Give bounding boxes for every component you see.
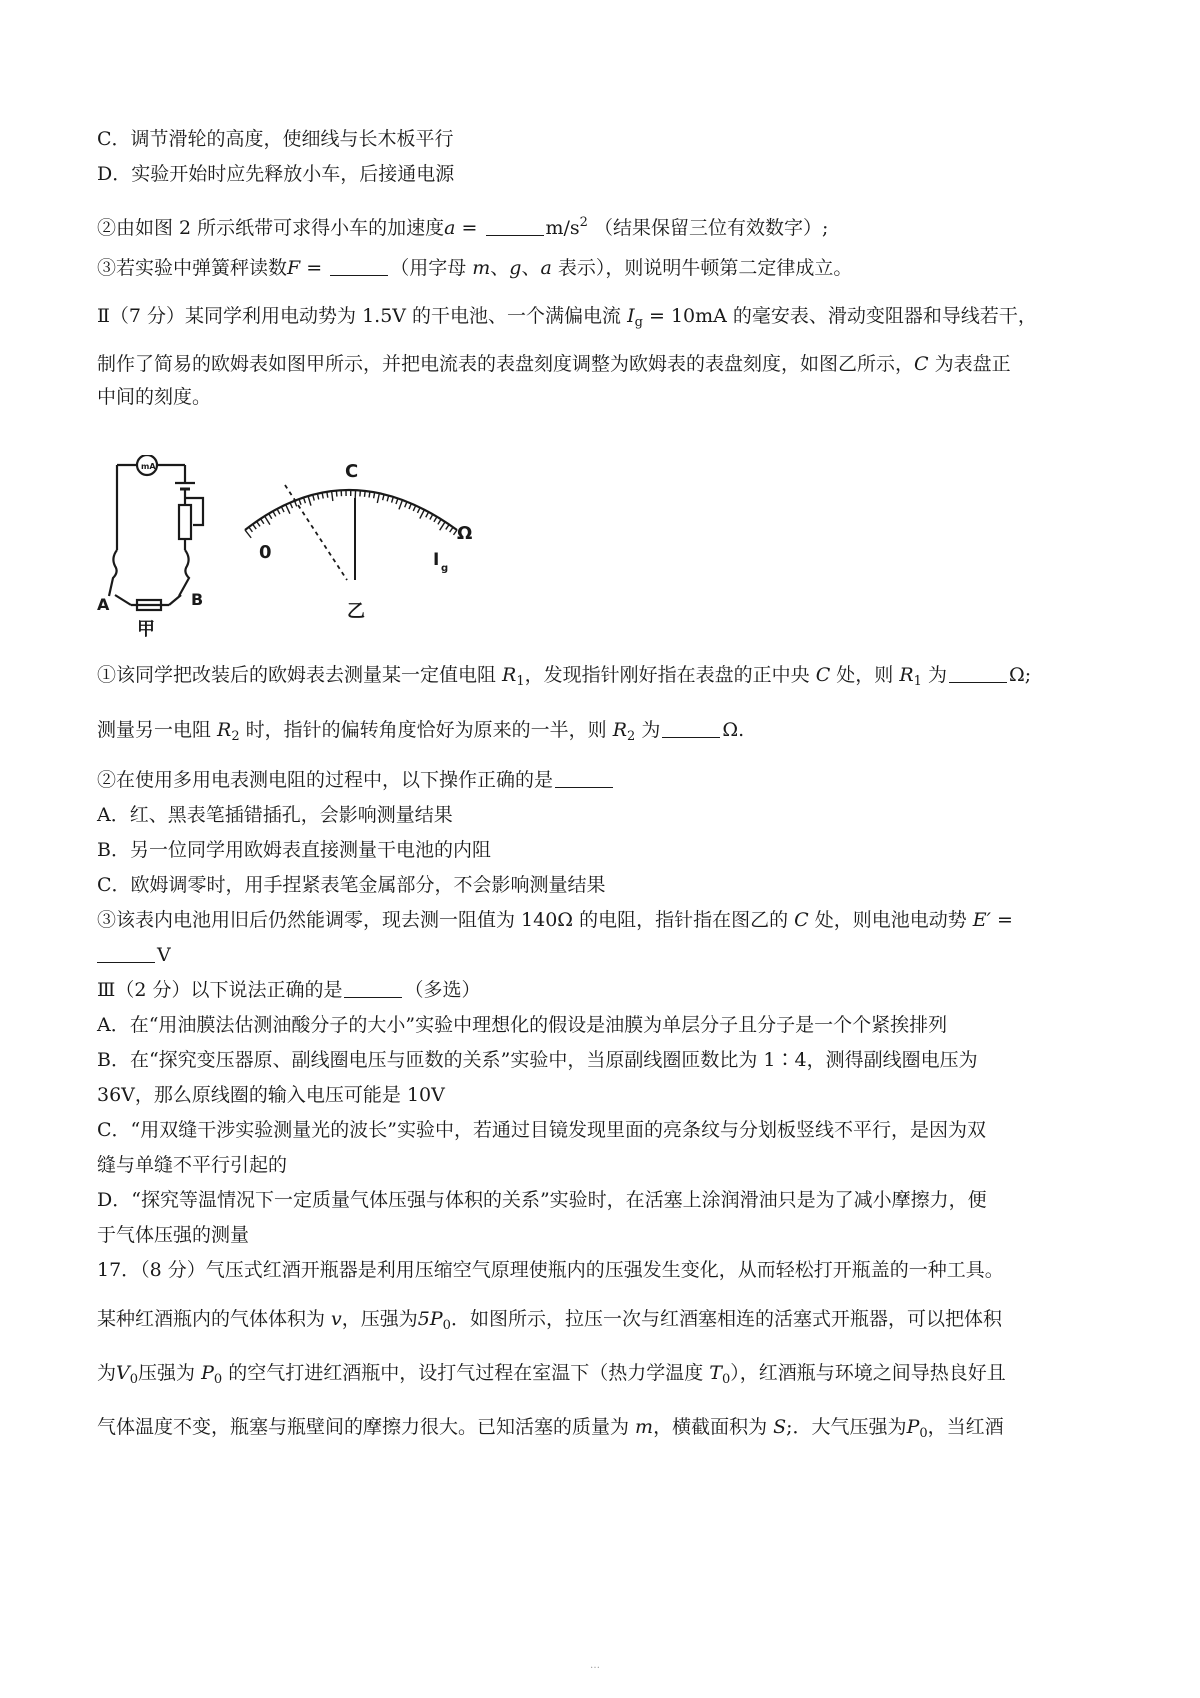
q17-line-2 [97,1307,1002,1338]
answer-blank[interactable] [330,257,388,276]
p0-sub: 0 [213,1372,223,1387]
q3-m: m [472,257,491,279]
q17-text-9: ，横截面积为 [653,1416,774,1438]
dial-tick [299,499,301,505]
dial-tick [281,507,284,512]
caption-jia: 甲 [137,619,155,640]
dial-tick [430,514,433,519]
question-r2 [97,718,744,749]
dial-tick [277,509,280,514]
dial-tick [290,503,292,509]
p0-var: P [906,1416,920,1438]
page-marker: … [590,1660,600,1671]
v0-var: V [116,1362,130,1384]
dial-tick [438,519,441,524]
option-c-line-2: 缝与单缝不平行引起的 [97,1154,288,1176]
q1-text: ①该同学把改装后的欧姆表去测量某一定值电阻 [97,664,503,686]
dial-tick [369,492,370,498]
answer-blank[interactable] [555,769,613,788]
q1-text-2: ，发现指针刚好指在表盘的正中央 [524,664,816,686]
dial-tick [308,496,311,506]
dial-tick [440,522,445,530]
dial-tick [450,527,453,532]
dial-tick [446,524,449,529]
q2-note: （结果保留三位有效数字）; [594,217,829,239]
dial-tick [336,491,337,497]
question-spring-reading [97,256,852,280]
caption-yi: 乙 [347,601,365,622]
dial-tick [269,514,272,519]
r2-sub: 2 [231,729,240,744]
r1-sub: 1 [516,674,525,689]
q17-text-8: 气体温度不变，瓶塞与瓶壁间的摩擦力很大。已知活塞的质量为 [97,1416,636,1438]
part-ii-intro-1 [97,304,1037,335]
scale-zero-label: 0 [259,542,272,563]
q1-text-5: 测量另一电阻 [97,719,218,741]
q17-line-3 [97,1361,1006,1392]
dial-tick [286,505,290,514]
scale-c-label: C [345,461,359,482]
option-d: D．实验开始时应先释放小车，后接通电源 [97,163,455,185]
intro-text-4: 为表盘正 [928,353,1011,375]
option-b: B．另一位同学用欧姆表直接测量干电池的内阻 [97,839,491,861]
q3-var: F [287,257,301,279]
q1-text-3: 处，则 [830,664,900,686]
q1-text-6: 时，指针的偏转角度恰好为原来的一半，则 [239,719,613,741]
r1-sub: 1 [913,674,922,689]
q2-unit-exp: 2 [579,215,588,230]
meter-dial [245,485,457,580]
part-ii-intro-3: 中间的刻度。 [97,386,212,408]
question-multimeter [97,768,615,792]
answer-blank[interactable] [486,217,544,236]
pressure-sub: 0 [442,1318,451,1333]
option-c-line-1: C．“用双缝干涉实验测量光的波长”实验中，若通过目镜发现里面的亮条纹与分划板竖线不平行，是因为双 [97,1119,986,1141]
probe-a [109,550,117,596]
q17-text-6: 的空气打进红酒瓶中，设打气过程在室温下（热力学温度 [222,1362,710,1384]
q3-text: ③若实验中弹簧秤读数 [97,257,288,279]
ig-sub: g [634,315,643,330]
answer-blank[interactable] [97,944,155,963]
q2-unit: m/s [545,217,580,239]
terminal-b-label: B [191,590,204,609]
q1-text-7: 为 [635,719,661,741]
scale-ig-sub: g [441,563,449,574]
q1-text-4: 为 [921,664,947,686]
q3-eq: = [990,909,1013,931]
dial-tick [392,497,394,503]
q17-text-2: ，压强为 [341,1308,418,1330]
dial-tick [313,495,315,501]
circuit-diagram [109,455,203,610]
q3-text-2: 处，则电池电动势 [808,909,973,931]
q3-sep: 、 [490,257,510,279]
q17-text: 某种红酒瓶内的气体体积为 [97,1308,332,1330]
part-ii-intro-2 [97,352,1011,376]
ig-var: I [627,305,635,327]
p0-var: P [201,1362,214,1384]
dial-tick [377,493,379,503]
q2-var: a [444,217,456,239]
option-d-line-1: D．“探究等温情况下一定质量气体压强与体积的关系”实验时，在活塞上涂润滑油只是为了减小摩擦力，便 [97,1189,987,1211]
emf-answer-line [97,943,171,967]
answer-blank[interactable] [344,979,402,998]
dial-tick [327,492,328,498]
q2-eq: = [455,217,484,239]
ohmmeter-figure [97,455,677,640]
q2-text: ②在使用多用电表测电阻的过程中，以下操作正确的是 [97,769,554,791]
dial-tick [265,516,270,524]
q1-unit: Ω; [1008,664,1032,686]
intro-text-2: 的毫安表、滑动变阻器和导线若干， [726,305,1037,327]
pointer-dashed [285,485,347,580]
intro-text: Ⅱ（7 分）某同学利用电动势为 1.5V 的干电池、一个满偏电流 [97,305,628,327]
intro-text-3: 制作了简易的欧姆表如图甲所示，并把电流表的表盘刻度调整为欧姆表的表盘刻度，如图乙所示， [97,353,915,375]
part-iii-multi: （多选） [404,979,481,1001]
q1-c-var: C [815,664,831,686]
r2-sub: 2 [627,729,636,744]
option-a: A．在“用油膜法估测油酸分子的大小”实验中理想化的假设是油膜为单层分子且分子是一个个紧挨排列 [97,1014,948,1036]
r1-var: R [502,664,517,686]
dial-tick [253,524,257,529]
dial-tick [420,510,425,519]
dial-tick [245,530,251,538]
q1-unit-2: Ω. [722,719,745,741]
q3-a: a [540,257,552,279]
option-a: A．红、黑表笔插错插孔，会影响测量结果 [97,804,453,826]
dial-tick [273,511,276,516]
dial-tick [364,491,365,497]
option-c: C．调节滑轮的高度，使细线与长木板平行 [97,128,454,150]
dial-tick [426,512,429,517]
dial-tick [396,498,398,504]
answer-blank[interactable] [662,719,720,738]
q3-note-end: 表示），则说明牛顿第二定律成立。 [551,257,853,279]
dial-tick [399,500,402,509]
terminal-a-label: A [97,595,110,614]
q3-eq: = [300,257,329,279]
q17-text-11: ，当红酒 [927,1416,1004,1438]
option-b-line-2: 36V，那么原线圈的输入电压可能是 10V [97,1084,445,1106]
q17-text-4: 为 [97,1362,117,1384]
q17-line-1: 17．（8 分）气压式红酒开瓶器是利用压缩空气原理使瓶内的压强发生变化，从而轻松打开瓶盖的一种工具。 [97,1259,1004,1281]
dial-tick [434,517,437,522]
emf-unit: V [157,944,171,966]
p0-sub: 0 [919,1426,928,1441]
answer-blank[interactable] [949,664,1007,683]
probe-b [179,550,189,596]
option-c: C．欧姆调零时，用手捏紧表笔金属部分，不会影响测量结果 [97,874,606,896]
q3-sep: 、 [521,257,541,279]
part-iii-intro [97,978,480,1002]
scale-ig-label: I [433,550,440,570]
question-emf [97,908,1013,932]
dial-tick [257,521,260,526]
q3-c-var: C [794,909,809,931]
area-var: S [773,1416,787,1438]
q3-g: g [509,257,522,279]
option-d-line-2: 于气体压强的测量 [97,1224,250,1246]
ig-val: = 10mA [642,305,727,327]
q17-text-7: ），红酒瓶与环境之间导热良好且 [730,1362,1006,1384]
q17-text-10: ;．大气压强为 [786,1416,907,1438]
t0-sub: 0 [721,1372,731,1387]
q3-note: （用字母 [390,257,473,279]
q17-text-3: ．如图所示，拉压一次与红酒塞相连的活塞式开瓶器，可以把体积 [450,1308,1002,1330]
dial-tick [405,502,407,508]
t0-var: T [709,1362,722,1384]
q17-line-4 [97,1415,1004,1446]
question-acceleration [97,211,828,240]
q17-text-5: 压强为 [138,1362,202,1384]
volume-var: v [331,1308,342,1330]
dial-tick [417,508,420,513]
dial-tick [409,504,411,510]
emf-var: E′ [972,909,991,931]
q3-text: ③该表内电池用旧后仍然能调零，现去测一阻值为 140Ω 的电阻，指针指在图乙的 [97,909,795,931]
dial-tick [387,496,389,502]
dial-tick [332,491,333,501]
r1-var: R [899,664,914,686]
question-r1 [97,663,1031,694]
part-iii-text: Ⅲ（2 分）以下说法正确的是 [97,979,343,1001]
dial-tick [304,497,306,503]
dial-tick [413,505,416,510]
meter-label: mA [141,462,156,471]
pressure-var: 5P [417,1308,443,1330]
q2-text: ②由如图 2 所示纸带可求得小车的加速度 [97,217,445,239]
dial-tick [249,527,253,532]
intro-c-var: C [914,353,929,375]
dial-tick [261,519,264,524]
v0-sub: 0 [129,1372,139,1387]
r2-var: R [612,719,628,741]
option-b-line-1: B．在“探究变压器原、副线圈电压与匝数的关系”实验中，当原副线圈匝数比为 1∶4，测得副线圈电压为 [97,1049,978,1071]
scale-omega-label: Ω [457,523,473,544]
dial-tick [383,494,384,500]
rheostat-icon [179,505,191,539]
mass-var: m [635,1416,654,1438]
r2-var: R [217,719,232,741]
